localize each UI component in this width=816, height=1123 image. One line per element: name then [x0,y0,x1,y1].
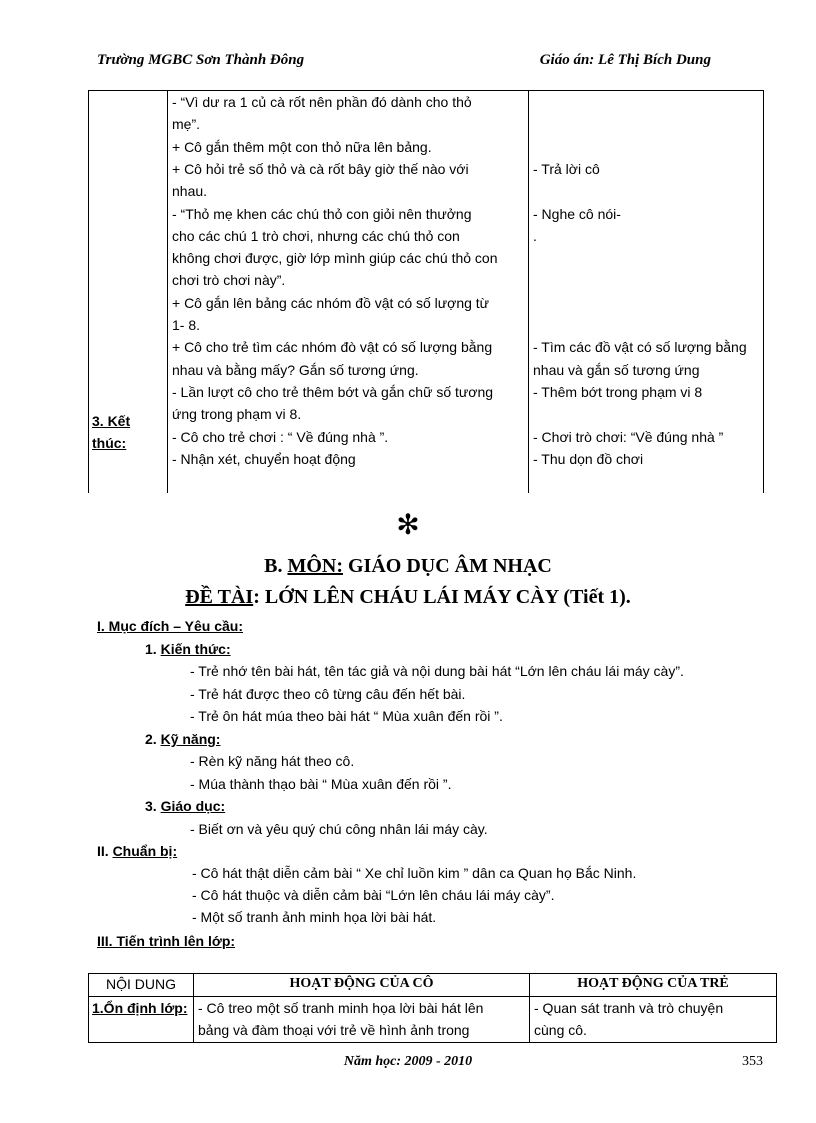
subsection-number: 2. [145,731,161,747]
teacher-name: Giáo án: Lê Thị Bích Dung [539,52,711,68]
teacher-activity-line: - Cô cho trẻ chơi : “ Về đúng nhà ”. [172,428,389,445]
topic-label: ĐỀ TÀI [185,586,254,608]
page-header [97,52,711,74]
child-activity-line: . [533,227,537,244]
child-activity-line: - Chơi trò chơi: “Về đúng nhà ” [533,428,724,445]
teacher-activity-line: nhau và bằng mấy? Gắn số tương ứng. [172,361,419,378]
teacher-activity-line: mẹ”. [172,116,200,133]
subsection-title: Giáo dục: [160,798,226,814]
knowledge-item: - Trẻ ôn hát múa theo bài hát “ Mùa xuân đến rồi ”. [190,708,503,724]
table-divider-1 [167,90,168,493]
topic-text: : LỚN LÊN CHÁU LÁI MÁY CÀY (Tiết 1). [253,586,631,608]
section-label-ket-thuc: 3. Kết thúc: [92,413,131,451]
row-teacher-line: - Cô treo một số tranh minh họa lời bài hát lên [198,1000,484,1016]
teacher-activity-line: + Cô cho trẻ tìm các nhóm đò vật có số lượng bằng [172,339,493,356]
preparation-item: - Cô hát thuộc và diễn cảm bài “Lớn lên cháu lái máy cày”. [192,887,555,903]
child-activity-line: - Nghe cô nói- [533,205,621,222]
header-content: NỘI DUNG [106,976,176,992]
teacher-activity-line: nhau. [172,183,208,200]
preparation-item: - Một số tranh ảnh minh họa lời bài hát. [192,909,437,925]
child-activity-line: nhau và gắn số tương ứng [533,361,700,378]
subject-label: MÔN: [287,555,343,577]
section-objectives: I. Mục đích – Yêu cầu: [97,618,244,634]
child-activity-line: - Thêm bớt trong phạm vi 8 [533,383,703,400]
skills-item: - Múa thành thạo bài “ Mùa xuân đến rồi ”. [190,776,452,792]
header-teacher-activity: HOẠT ĐỘNG CỦA CÔ [289,976,434,991]
separator-star: ✻ [396,508,420,541]
knowledge-item: - Trẻ nhớ tên bài hát, tên tác giả và nội dung bài hát “Lớn lên cháu lái máy cày”. [190,663,684,679]
teacher-activity-line: ứng trong phạm vi 8. [172,406,302,423]
teacher-activity-line: - Lần lượt cô cho trẻ thêm bớt và gắn chữ số tương [172,383,494,400]
subsection-number: 3. [145,798,161,814]
teacher-activity-line: - Nhận xét, chuyển hoạt động [172,450,356,467]
school-year: Năm học: 2009 - 2010 [343,1054,473,1069]
teacher-activity-line: + Cô gắn lên bảng các nhóm đồ vật có số lượng từ [172,294,490,311]
row-child-line: - Quan sát tranh và trò chuyện [534,1000,724,1016]
subject-text: GIÁO DỤC ÂM NHẠC [343,555,552,577]
table-border-right [763,90,764,493]
teacher-activity-line: không chơi được, giờ lớp mình giúp các chú thỏ con [172,250,498,267]
section-preparation [97,843,177,859]
subsection-number: 1. [145,641,161,657]
row-child-line: cùng cô. [534,1022,587,1038]
teacher-activity-line: - “Thỏ mẹ khen các chú thỏ con giỏi nên thưởng [172,205,472,222]
education-item: - Biết ơn và yêu quý chú công nhân lái máy cày. [190,821,488,837]
header-child-activity: HOẠT ĐỘNG CỦA TRẺ [577,976,729,991]
subject-prefix: B. [264,555,288,577]
subsection-title: Kỹ năng: [160,731,221,747]
table-border-left [88,90,89,493]
row-label-on-dinh: 1.Ổn định lớp: [92,1000,188,1016]
topic-title [0,586,816,609]
child-activity-line: - Tìm các đồ vật có số lượng bằng [533,339,747,356]
teacher-activity-line: + Cô gắn thêm một con thỏ nữa lên bảng. [172,138,432,155]
subject-title [0,555,816,578]
teacher-activity-line: chơi trò chơi này”. [172,272,286,289]
child-activity-line: - Trả lời cô [533,160,600,177]
subsection-education [145,798,225,814]
teacher-activity-line: - “Vì dư ra 1 củ cà rốt nên phần đó dành cho thỏ [172,94,472,110]
teacher-activity-line: 1- 8. [172,317,201,333]
knowledge-item: - Trẻ hát được theo cô từng câu đến hết bài. [190,686,466,702]
section-title: Chuẩn bị: [112,843,178,859]
preparation-item: - Cô hát thật diễn cảm bài “ Xe chỉ luồn kim ” dân ca Quan họ Bắc Ninh. [192,865,637,881]
table-divider-2 [528,90,529,493]
skills-item: - Rèn kỹ năng hát theo cô. [190,753,355,769]
section-number: II. [97,843,113,859]
section-procedure: III. Tiến trình lên lớp: [97,933,236,949]
teacher-activity-line: + Cô hỏi trẻ số thỏ và cà rốt bây giờ thế nào với [172,160,469,177]
lesson-table-continued [88,90,764,493]
subsection-skills [145,731,220,747]
child-activity-line: - Thu dọn đồ chơi [533,450,644,467]
row-teacher-line: bảng và đàm thoại với trẻ về hình ảnh trong [198,1022,470,1038]
table-top-border [88,90,764,91]
subsection-knowledge [145,641,231,657]
subsection-title: Kiến thức: [160,641,231,657]
teacher-activity-line: cho các chú 1 trò chơi, nhưng các chú thỏ con [172,227,460,244]
procedure-table [88,973,777,1043]
school-name: Trường MGBC Sơn Thành Đông [97,52,305,68]
page-number: 353 [742,1054,763,1069]
